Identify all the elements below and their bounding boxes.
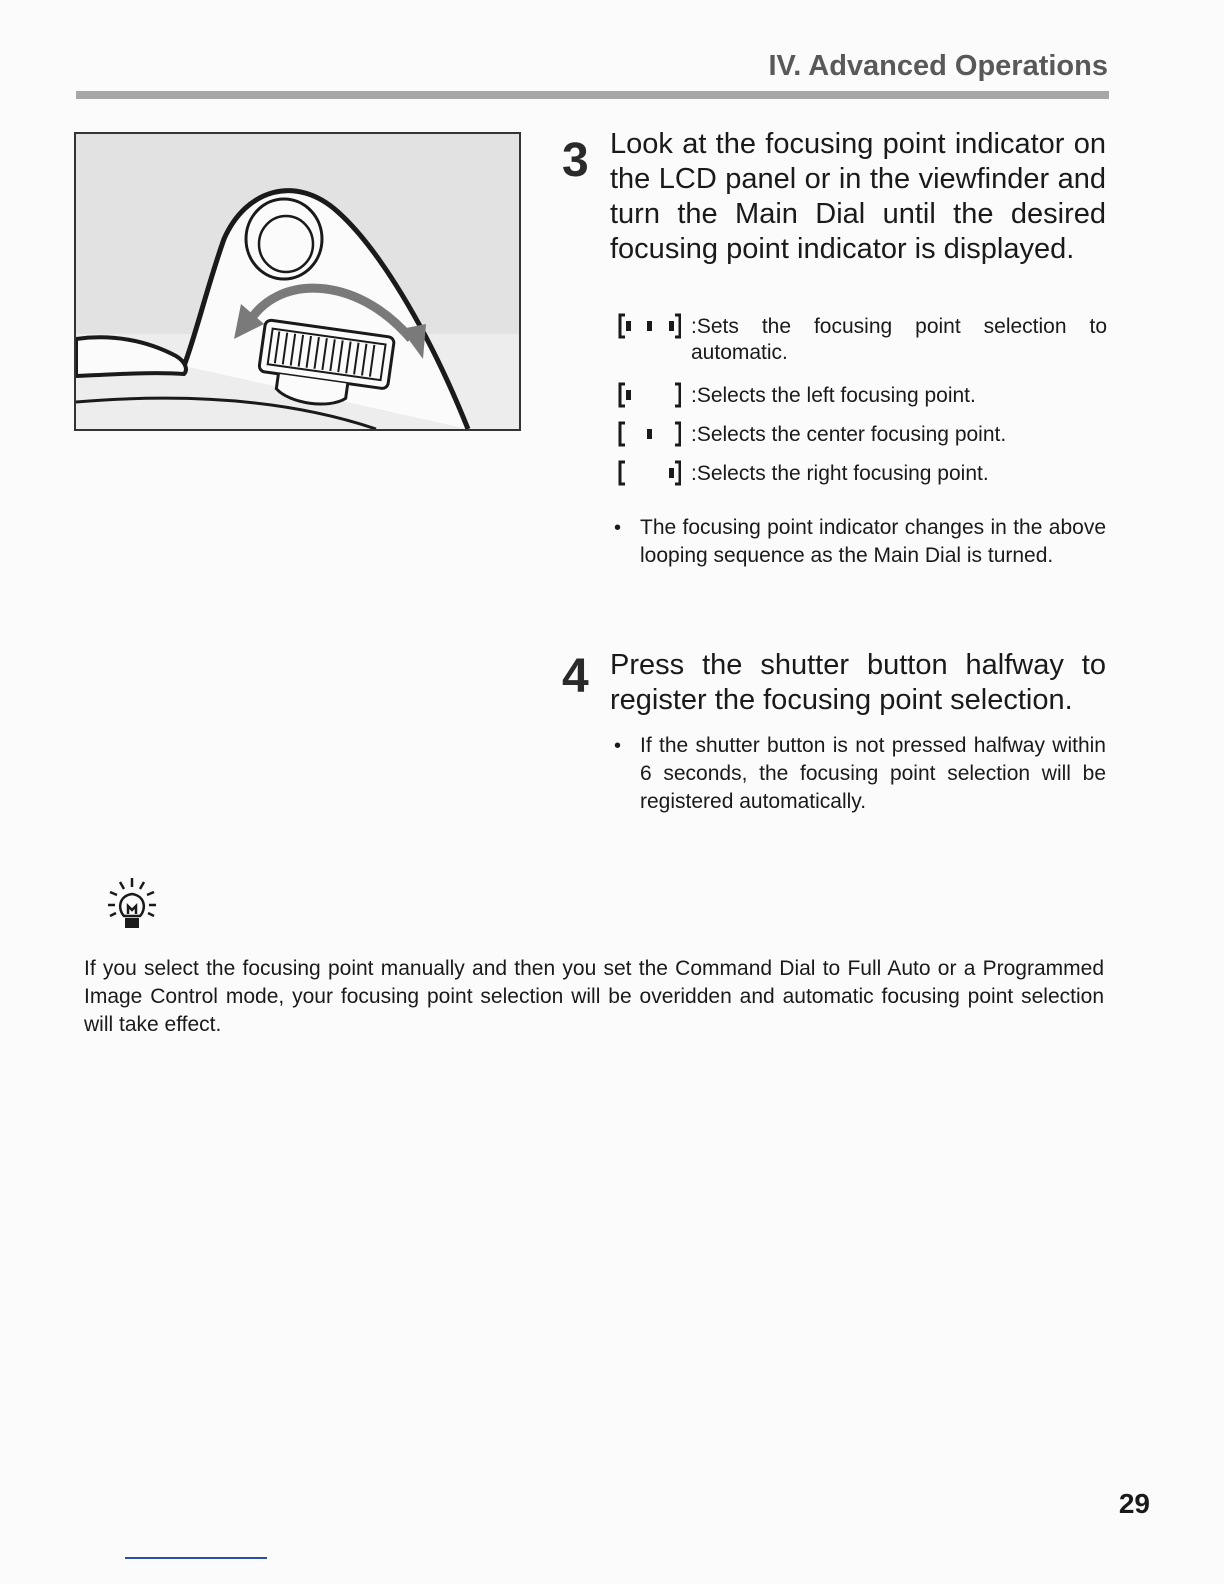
camera-main-dial-icon bbox=[76, 134, 519, 429]
indicator-row-left bbox=[617, 380, 1107, 412]
indicator-list bbox=[617, 311, 1107, 377]
indicator-auto-description: :Sets the focusing point selection to automatic. bbox=[691, 315, 1107, 364]
footer-rule bbox=[125, 1557, 267, 1559]
indicator-right-description: :Selects the right focusing point. bbox=[691, 462, 989, 485]
page-number: 29 bbox=[1118, 1488, 1150, 1519]
indicator-auto-icon bbox=[617, 311, 681, 341]
indicator-right-icon bbox=[617, 458, 681, 488]
indicator-left-description: :Selects the left focusing point. bbox=[691, 384, 976, 407]
indicator-center-description: :Selects the center focusing point. bbox=[691, 423, 1007, 446]
lightbulb-icon bbox=[104, 876, 160, 934]
section-title: IV. Advanced Operations bbox=[768, 50, 1108, 82]
tip-text: If you select the focusing point manually and then you set the Command Dial to Full Auto or a Programmed Image Control mode, your focusing point selection will be overidden and automatic focusing point selection will take effect. bbox=[84, 957, 1104, 1036]
step-4-number: 4 bbox=[562, 650, 589, 703]
indicator-row-right bbox=[617, 458, 1107, 490]
step-4-note: If the shutter button is not pressed halfway within 6 seconds, the focusing point selection will be registered automatically. bbox=[640, 734, 1106, 813]
indicator-row-center bbox=[617, 419, 1107, 451]
step-3-note: The focusing point indicator changes in the above looping sequence as the Main Dial is turned. bbox=[640, 516, 1106, 567]
indicator-center-icon bbox=[617, 419, 681, 449]
indicator-left-icon bbox=[617, 380, 681, 410]
header-rule bbox=[76, 91, 1109, 99]
step-3-instruction: Look at the focusing point indicator on the LCD panel or in the viewfinder and turn the Main Dial until the desired focusing point indicator is displayed. bbox=[610, 128, 1106, 265]
main-dial-illustration bbox=[74, 132, 521, 431]
indicator-row-auto bbox=[617, 311, 1107, 377]
step-3-number: 3 bbox=[562, 134, 589, 187]
step-4-instruction: Press the shutter button halfway to register the focusing point selection. bbox=[610, 649, 1106, 716]
bullet-icon: • bbox=[614, 517, 622, 539]
bullet-icon: • bbox=[614, 735, 622, 757]
